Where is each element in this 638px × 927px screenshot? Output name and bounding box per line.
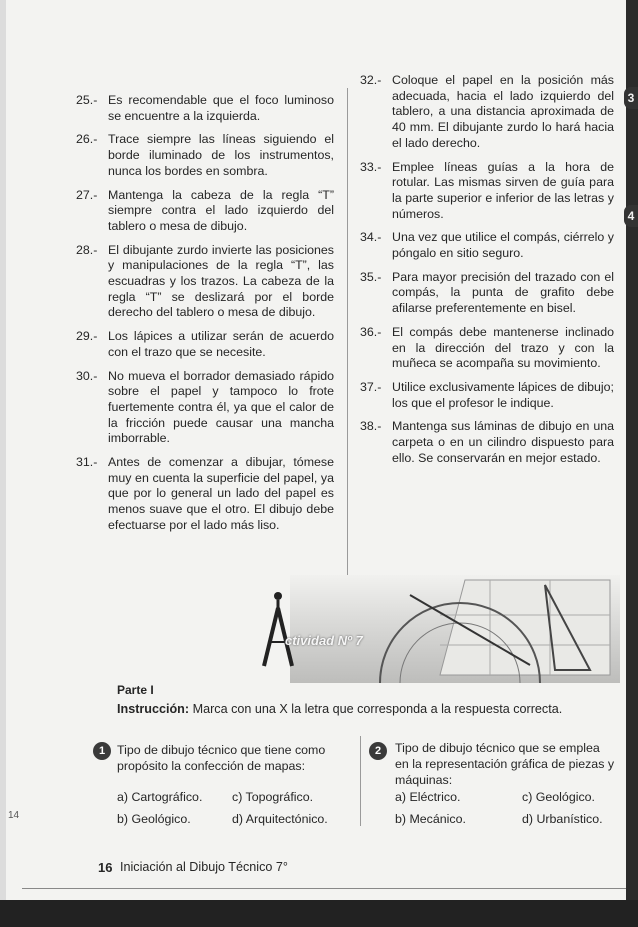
side-tab: 3 [624, 87, 638, 109]
answer-option[interactable]: b) Geológico. [117, 812, 191, 826]
scan-border [0, 900, 638, 927]
rule-item [360, 160, 614, 223]
rule-text: Trace siempre las líneas siguiendo el borde iluminado de los instrumentos, nunca los bordes en sombra. [108, 132, 334, 178]
answer-option[interactable]: b) Mecánico. [395, 812, 466, 826]
rule-number: 37.- [360, 379, 382, 394]
rule-item [360, 380, 614, 411]
instruction [117, 702, 562, 716]
answer-option[interactable]: a) Eléctrico. [395, 790, 461, 804]
rule-number: 31.- [76, 455, 98, 470]
rule-number: 34.- [360, 230, 382, 245]
question-number-badge: 2 [369, 742, 387, 760]
side-page-number: 14 [8, 810, 20, 821]
rule-text: Una vez que utilice el compás, ciérrelo y póngalo en sitio seguro. [392, 230, 614, 261]
rule-text: El dibujante zurdo invierte las posiciones y manipulaciones de la regla “T”, las escuadras y los trazos. La cabeza de la regla “T” se deslizará por el borde derecho del tablero o mesa de dibujo. [108, 242, 334, 320]
rule-item [76, 243, 334, 322]
rules-column-right [360, 73, 614, 474]
rule-number: 26.- [76, 132, 98, 147]
answer-option[interactable]: d) Arquitectónico. [232, 812, 328, 826]
rule-item [76, 132, 334, 179]
rule-text: No mueva el borrador demasiado rápido sobre el papel y tampoco lo frote fuertemente contra él, ya que el calor de la fricción puede causar una mancha imborrable. [108, 368, 334, 446]
rule-number: 35.- [360, 269, 382, 284]
rules-column-left [76, 93, 334, 542]
answer-option[interactable]: d) Urbanístico. [522, 812, 603, 826]
compass-icon [258, 590, 298, 670]
rule-item [360, 325, 614, 372]
rule-item [360, 230, 614, 261]
rule-number: 27.- [76, 187, 98, 202]
rule-item [360, 270, 614, 317]
question-text: Tipo de dibujo técnico que se emplea en la representación gráfica de piezas y máquinas: [395, 741, 615, 787]
answer-option[interactable]: c) Topográfico. [232, 790, 314, 804]
rule-number: 33.- [360, 159, 382, 174]
rule-item [76, 455, 334, 534]
footer-rule [22, 888, 626, 889]
rule-text: Antes de comenzar a dibujar, tómese muy en cuenta la superficie del papel, ya que por lo general un lado del papel es menos suave que el otro. El dibujo debe efectuarse por el lado más liso. [108, 455, 334, 532]
page-number: 16 [98, 860, 113, 875]
activity-title: ctividad Nº 7 [285, 633, 363, 648]
instruction-text: Marca con una X la letra que corresponda a la respuesta correcta. [192, 702, 563, 716]
book-title: Iniciación al Dibujo Técnico 7° [120, 860, 288, 874]
instruction-label: Instrucción: [117, 702, 190, 716]
rule-number: 36.- [360, 324, 382, 339]
answer-option[interactable]: a) Cartográfico. [117, 790, 203, 804]
part-label: Parte I [117, 683, 154, 697]
rule-text: Para mayor precisión del trazado con el compás, la punta de grafito debe afilarse preferentemente en bisel. [392, 269, 614, 316]
rule-number: 29.- [76, 329, 98, 344]
column-divider [347, 88, 348, 580]
rule-item [76, 93, 334, 124]
rule-item [76, 369, 334, 448]
rule-number: 28.- [76, 242, 98, 257]
rule-text: Coloque el papel en la posición más adecuada, hacia el lado izquierdo del tablero, a una distancia aproximada de 40 mm. El dibujante zurdo lo hará hacia el lado derecho. [392, 73, 614, 150]
rule-item [360, 419, 614, 466]
rule-item [76, 329, 334, 360]
rule-number: 30.- [76, 368, 98, 383]
answer-option[interactable]: c) Geológico. [522, 790, 596, 804]
rule-number: 32.- [360, 73, 382, 87]
rule-item [360, 73, 614, 152]
page-edge [0, 0, 6, 900]
side-tab: 4 [624, 205, 638, 227]
rule-text: Es recomendable que el foco luminoso se encuentre a la izquierda. [108, 93, 334, 123]
drafting-tools-illustration [290, 575, 620, 683]
rule-text: Emplee líneas guías a la hora de rotular. Las mismas sirven de guía para la parte superior e inferior de las letras y números. [392, 159, 614, 221]
activity-banner-image [290, 575, 620, 683]
rule-number: 38.- [360, 419, 382, 434]
rule-text: Mantenga la cabeza de la regla “T” siempre contra el lado izquierdo del tablero o mesa de dibujo. [108, 187, 334, 233]
rule-text: Mantenga sus láminas de dibujo en una carpeta o en un cilindro dispuesto para ello. Se conservarán en mejor estado. [392, 419, 614, 465]
question-divider [360, 736, 361, 826]
rule-item [76, 188, 334, 235]
question-text: Tipo de dibujo técnico que tiene como propósito la confección de mapas: [117, 743, 326, 773]
binding-strip [626, 0, 638, 900]
rule-text: Los lápices a utilizar serán de acuerdo con el trazo que se necesite. [108, 329, 334, 359]
rule-text: El compás debe mantenerse inclinado en la dirección del trazo y con la muñeca se acompaña su movimiento. [392, 324, 614, 371]
rule-number: 25.- [76, 93, 98, 107]
question-number-badge: 1 [93, 742, 111, 760]
rule-text: Utilice exclusivamente lápices de dibujo; los que el profesor le indique. [392, 379, 614, 410]
